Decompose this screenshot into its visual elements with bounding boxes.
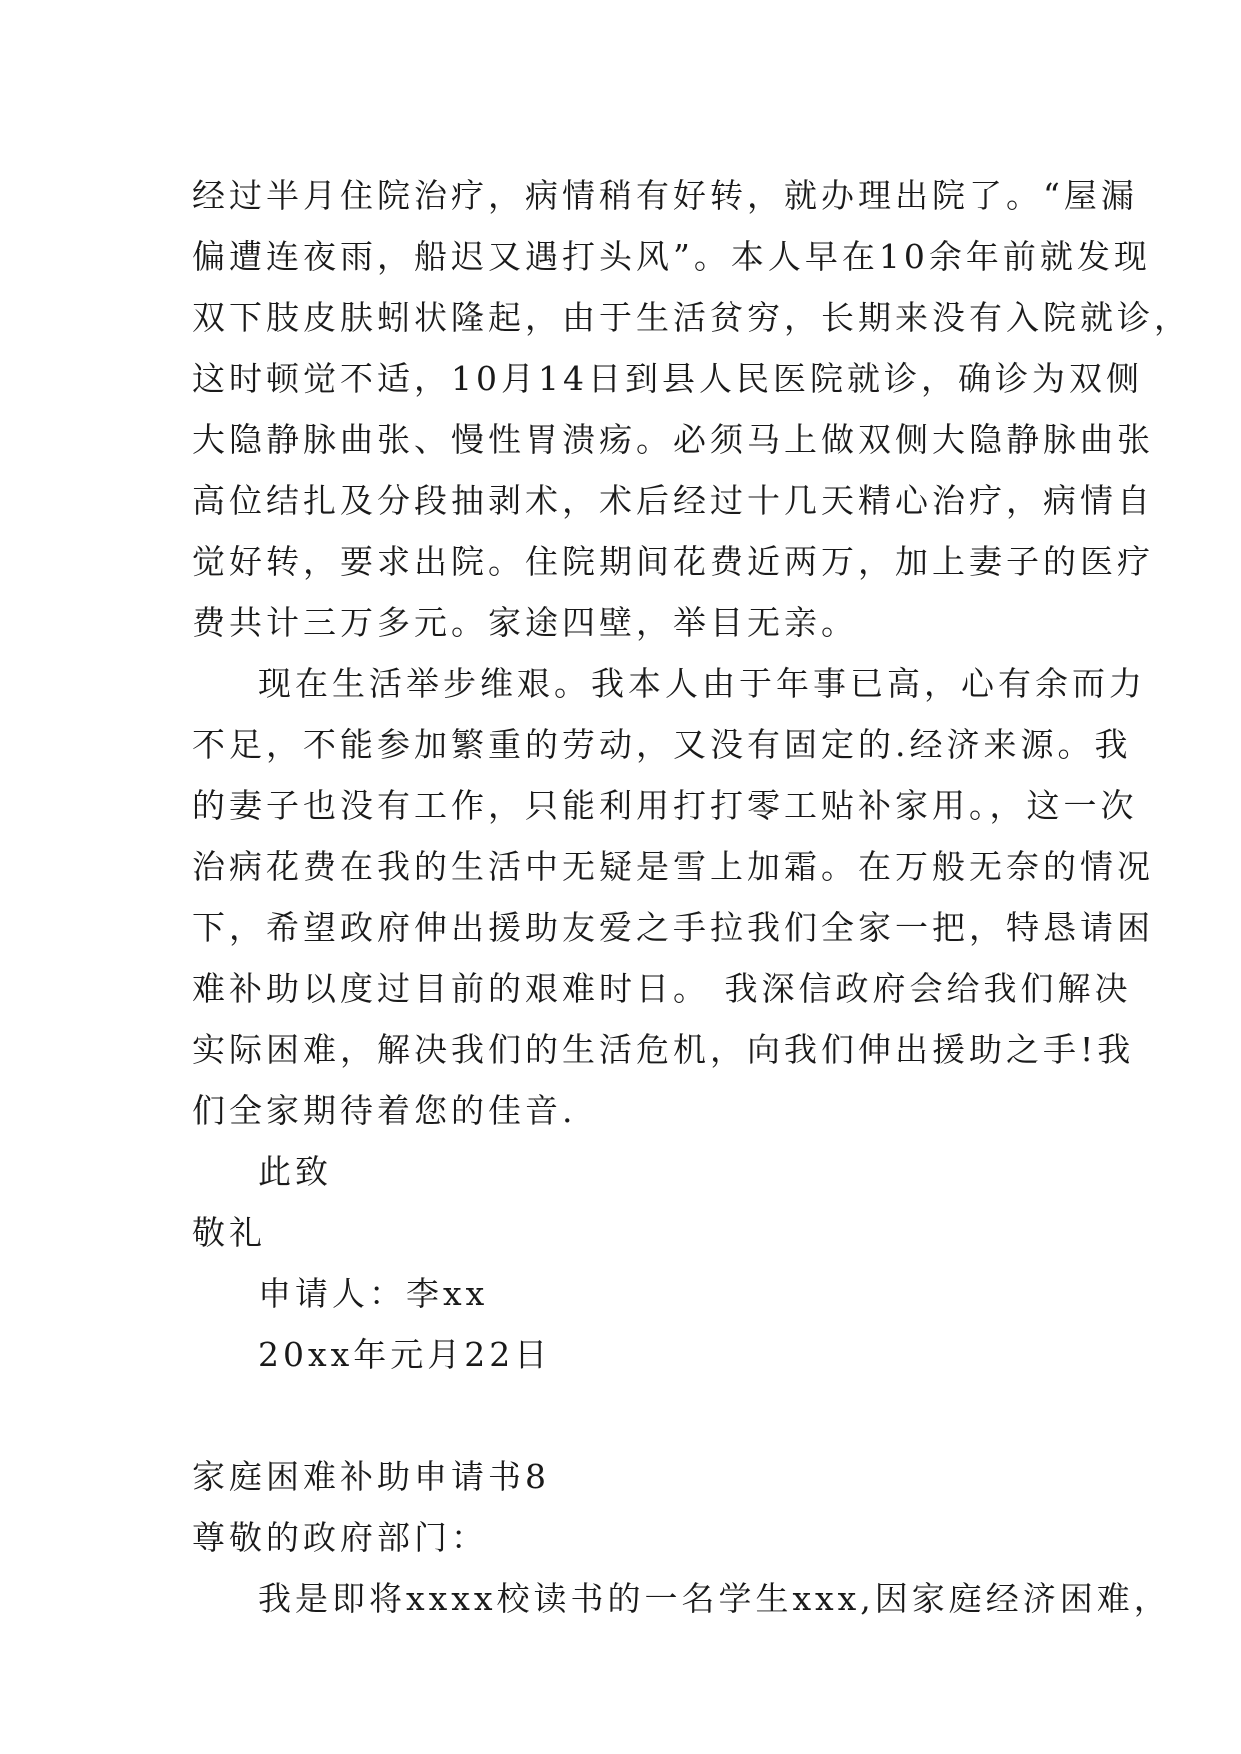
body-line: 高位结扎及分段抽剥术，术后经过十几天精心治疗，病情自 [192, 481, 1154, 520]
letter-date: 20xx年元月22日 [258, 1335, 552, 1374]
body-line: 经过半月住院治疗，病情稍有好转，就办理出院了。“屋漏 [192, 176, 1138, 215]
body-line: 这时顿觉不适，10月14日到县人民医院就诊，确诊为双侧 [192, 359, 1143, 398]
body-line: 实际困难，解决我们的生活危机，向我们伸出援助之手!我 [192, 1030, 1135, 1069]
body-line: 大隐静脉曲张、慢性胃溃疡。必须马上做双侧大隐静脉曲张 [192, 420, 1154, 459]
closing-jingli: 敬礼 [192, 1213, 266, 1252]
body-line: 治病花费在我的生活中无疑是雪上加霜。在万般无奈的情况 [192, 847, 1154, 886]
body-line: 们全家期待着您的佳音. [192, 1091, 577, 1130]
body-line: 双下肢皮肤蚓状隆起，由于生活贫穷，长期来没有入院就诊， [192, 298, 1191, 337]
body-line: 不足，不能参加繁重的劳动，又没有固定的.经济来源。我 [192, 725, 1132, 764]
body-line: 我是即将xxxx校读书的一名学生xxx,因家庭经济困难， [258, 1579, 1171, 1618]
body-line: 下，希望政府伸出援助友爱之手拉我们全家一把，特恳请困 [192, 908, 1154, 947]
letter-salutation: 尊敬的政府部门： [192, 1518, 488, 1557]
body-line: 现在生活举步维艰。我本人由于年事已高，心有余而力 [258, 664, 1146, 703]
closing-zhici: 此致 [258, 1152, 332, 1191]
body-line: 偏遭连夜雨，船迟又遇打头风”。本人早在10余年前就发现 [192, 237, 1151, 276]
body-line: 的妻子也没有工作，只能利用打打零工贴补家用。，这一次 [192, 786, 1138, 825]
applicant-signature: 申请人：李xx [258, 1274, 489, 1313]
letter-title: 家庭困难补助申请书8 [192, 1457, 550, 1496]
section-gap [192, 1385, 1052, 1446]
body-line: 费共计三万多元。家途四壁，举目无亲。 [192, 603, 858, 642]
body-line: 觉好转，要求出院。住院期间花费近两万，加上妻子的医疗 [192, 542, 1154, 581]
body-line: 难补助以度过目前的艰难时日。 我深信政府会给我们解决 [192, 969, 1132, 1008]
document-page [192, 165, 1191, 1629]
